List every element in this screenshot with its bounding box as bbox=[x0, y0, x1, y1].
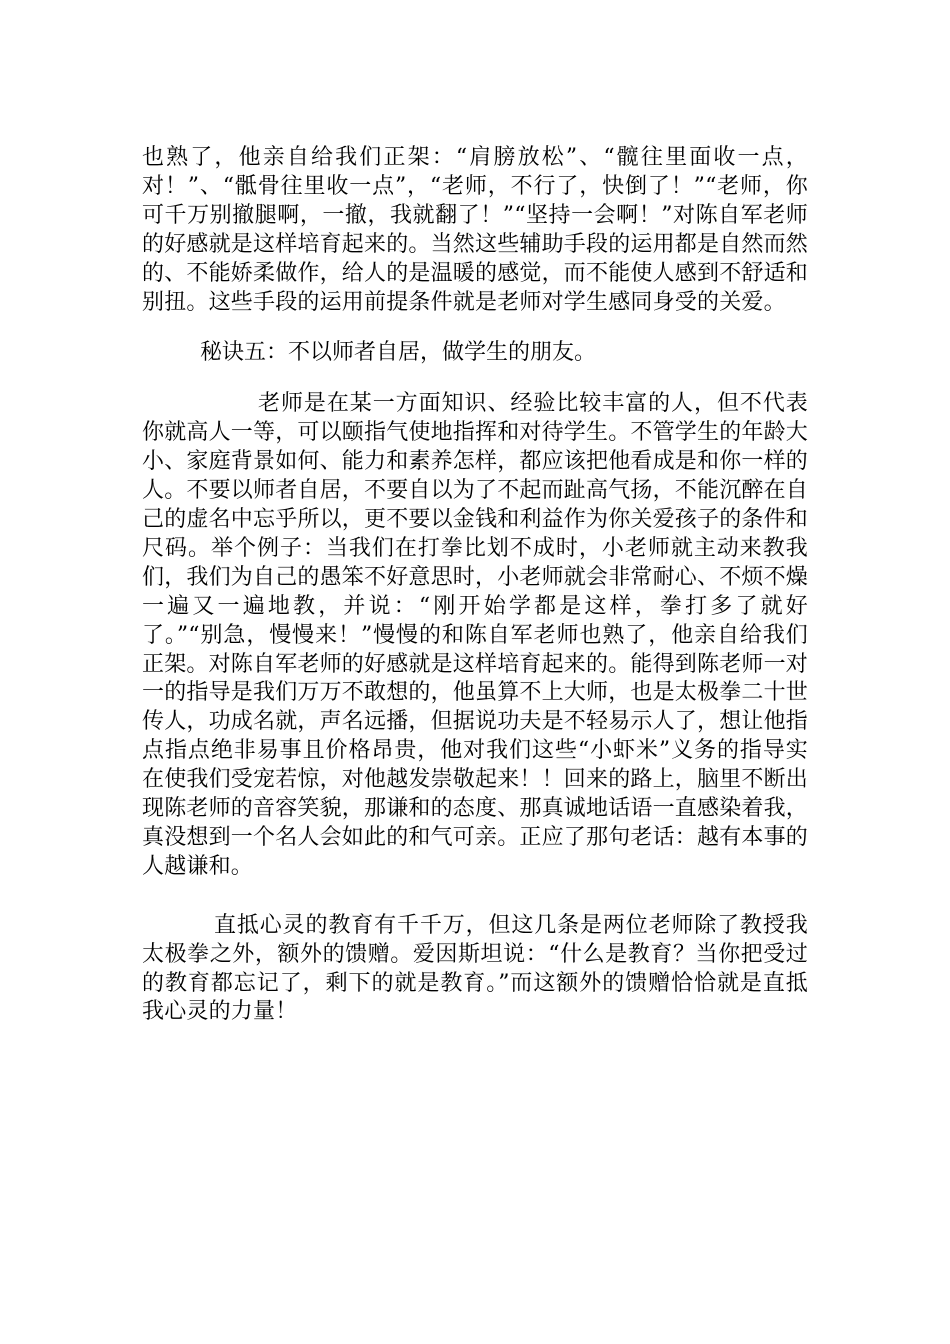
paragraph-continued: 也熟了，他亲自给我们正架：“肩膀放松”、“髋往里面收一点，对！”、“骶骨往里收一点”，“老师，不行了，快倒了！”“老师，你可千万别撤腿啊，一撤，我就翻了！”“坚持一会啊！”对陈自军老师的好感就是这样培育起来的。当然这些辅助手段的运用都是自然而然的、不能娇柔做作，给人的是温暖的感觉，而不能使人感到不舒适和别扭。这些手段的运用前提条件就是老师对学生感同身受的关爱。 bbox=[142, 145, 809, 315]
conclusion-paragraph: 直抵心灵的教育有千千万，但这几条是两位老师除了教授我太极拳之外，额外的馈赠。爱因斯坦说：“什么是教育？当你把受过的教育都忘记了，剩下的就是教育。”而这额外的馈赠恰恰就是直抵我心灵的力量！ bbox=[142, 912, 808, 1025]
document-body bbox=[142, 144, 808, 1027]
secret-five-heading: 秘诀五：不以师者自居，做学生的朋友。 bbox=[200, 340, 597, 366]
secret-five-paragraph: 老师是在某一方面知识、经验比较丰富的人，但不代表你就高人一等，可以颐指气使地指挥和对待学生。不管学生的年龄大小、家庭背景如何、能力和素养怎样，都应该把他看成是和你一样的人。不要以师者自居，不要自以为了不起而趾高气扬，不能沉醉在自己的虚名中忘乎所以，更不要以金钱和利益作为你关爱孩子的条件和尺码。举个例子：当我们在打拳比划不成时，小老师就主动来教我们，我们为自己的愚笨不好意思时，小老师就会非常耐心、不烦不燥一遍又一遍地教，并说：“刚开始学都是这样，拳打多了就好了。”“别急，慢慢来！”慢慢的和陈自军老师也熟了，他亲自给我们正架。对陈自军老师的好感就是这样培育起来的。能得到陈老师一对一的指导是我们万万不敢想的，他虽算不上大师，也是太极拳二十世传人，功成名就，声名远播，但据说功夫是不轻易示人了，想让他指点指点绝非易事且价格昂贵，他对我们这些“小虾米”义务的指导实在使我们受宠若惊，对他越发崇敬起来！！回来的路上，脑里不断出现陈老师的音容笑貌，那谦和的态度、那真诚地话语一直感染着我，真没想到一个名人会如此的和气可亲。正应了那句老话：越有本事的人越谦和。 bbox=[142, 391, 809, 879]
